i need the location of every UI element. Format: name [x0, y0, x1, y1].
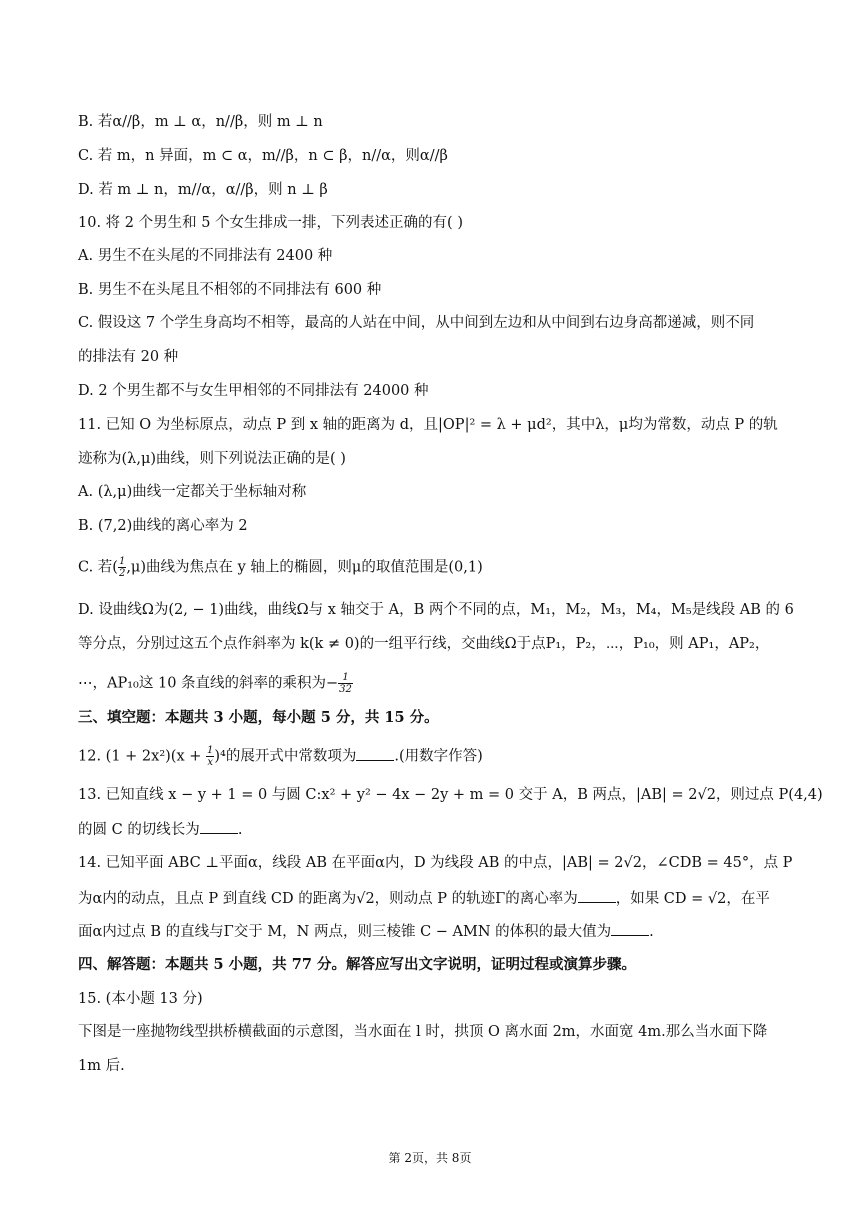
- page-footer: 第 2页，共 8页: [388, 1151, 472, 1165]
- question-15-header: 15. (本小题 13 分): [78, 991, 203, 1007]
- option-9b: B. 若α//β，m ⊥ α，n//β，则 m ⊥ n: [78, 114, 323, 130]
- answer-blank: [356, 746, 394, 761]
- question-13-end: .: [237, 822, 243, 838]
- question-12-text-mid: )⁴的展开式中常数项为: [214, 748, 357, 765]
- question-14-line3: [78, 921, 790, 942]
- option-10d: D. 2 个男生都不与女生甲相邻的不同排法有 24000 种: [78, 383, 429, 399]
- question-14-line2-end: ，如果 CD = √2，在平: [615, 891, 770, 907]
- question-14-line3-start: 面α内过点 B 的直线与Γ交于 M，N 两点，则三棱锥 C − AMN 的体积的最大值为: [78, 924, 612, 940]
- option-11c: [78, 556, 790, 579]
- option-11c-text-start: C. 若(: [78, 559, 118, 576]
- fraction-denominator: x: [207, 757, 213, 768]
- fraction-numerator: 1: [207, 745, 214, 756]
- question-15-line2: 1m 后.: [78, 1058, 125, 1074]
- fraction-numerator: 1: [338, 672, 353, 684]
- option-11d-line3-text: ⋯，AP₁₀这 10 条直线的斜率的乘积为−: [78, 675, 339, 692]
- answer-blank: [611, 921, 649, 936]
- option-11c-text-end: ,μ)曲线为焦点在 y 轴上的椭圆，则μ的取值范围是(0,1): [126, 559, 483, 576]
- section-3-heading: 三、填空题：本题共 3 小题，每小题 5 分，共 15 分。: [78, 709, 439, 726]
- question-13-line2: [78, 819, 790, 840]
- section-4-heading: 四、解答题：本题共 5 小题，共 77 分。解答应写出文字说明，证明过程或演算步骤。: [78, 956, 636, 973]
- question-10: 10. 将 2 个男生和 5 个女生排成一排，下列表述正确的有( ): [78, 215, 463, 231]
- option-11d-line1: D. 设曲线Ω为(2, − 1)曲线，曲线Ω与 x 轴交于 A，B 两个不同的点，M₁，M₂，M₃，M₄，M₅是线段 AB 的 6: [78, 602, 794, 618]
- question-12-text-start: 12. (1 + 2x²)(x +: [78, 748, 206, 765]
- fraction-numerator: 1: [118, 556, 126, 567]
- fraction-denominator: 2: [118, 568, 126, 579]
- option-10a: A. 男生不在头尾的不同排法有 2400 种: [78, 248, 333, 264]
- question-12: [78, 745, 790, 768]
- option-10c-line1: C. 假设这 7 个学生身高均不相等，最高的人站在中间，从中间到左边和从中间到右边身高都递减，则不同: [78, 315, 755, 331]
- question-14-line2: [78, 888, 790, 909]
- option-11a: A. (λ,μ)曲线一定都关于坐标轴对称: [78, 484, 307, 500]
- question-14-line1: 14. 已知平面 ABC ⊥平面α，线段 AB 在平面α内，D 为线段 AB 的中点，|AB| = 2√2，∠CDB = 45°，点 P: [78, 855, 793, 871]
- option-11d-line3: [78, 672, 790, 695]
- question-11-line2: 迹称为(λ,μ)曲线，则下列说法正确的是( ): [78, 451, 346, 467]
- option-10c-line2: 的排法有 20 种: [78, 349, 179, 365]
- question-14-line3-end: .: [649, 924, 654, 940]
- question-11-line1: 11. 已知 O 为坐标原点，动点 P 到 x 轴的距离为 d，且|OP|² = λ + μd²，其中λ，μ均为常数，动点 P 的轨: [78, 417, 778, 433]
- question-15-line1: 下图是一座抛物线型拱桥横截面的示意图，当水面在 l 时，拱顶 O 离水面 2m，水面宽 4m.那么当水面下降: [78, 1024, 768, 1040]
- option-9c: C. 若 m，n 异面，m ⊂ α，m//β，n ⊂ β，n//α，则α//β: [78, 148, 448, 164]
- answer-blank: [200, 819, 238, 834]
- fraction-one-32: [338, 672, 353, 695]
- question-14-line2-start: 为α内的动点，且点 P 到直线 CD 的距离为√2，则动点 P 的轨迹Γ的离心率为: [78, 891, 578, 907]
- option-11b: B. (7,2)曲线的离心率为 2: [78, 518, 248, 534]
- fraction-denominator: 32: [339, 684, 352, 695]
- question-13-text: 的圆 C 的切线长为: [78, 822, 200, 838]
- option-11d-line2: 等分点，分别过这五个点作斜率为 k(k ≠ 0)的一组平行线，交曲线Ω于点P₁，P₂，⋯，P₁₀，则 AP₁，AP₂，: [78, 636, 770, 652]
- option-10b: B. 男生不在头尾且不相邻的不同排法有 600 种: [78, 282, 382, 298]
- answer-blank: [578, 888, 616, 903]
- question-13-line1: 13. 已知直线 x − y + 1 = 0 与圆 C:x² + y² − 4x − 2y + m = 0 交于 A，B 两点，|AB| = 2√2，则过点 P(4,4): [78, 787, 823, 803]
- option-9d: D. 若 m ⊥ n，m//α，α//β，则 n ⊥ β: [78, 182, 328, 198]
- question-12-text-end: .(用数字作答): [394, 748, 483, 765]
